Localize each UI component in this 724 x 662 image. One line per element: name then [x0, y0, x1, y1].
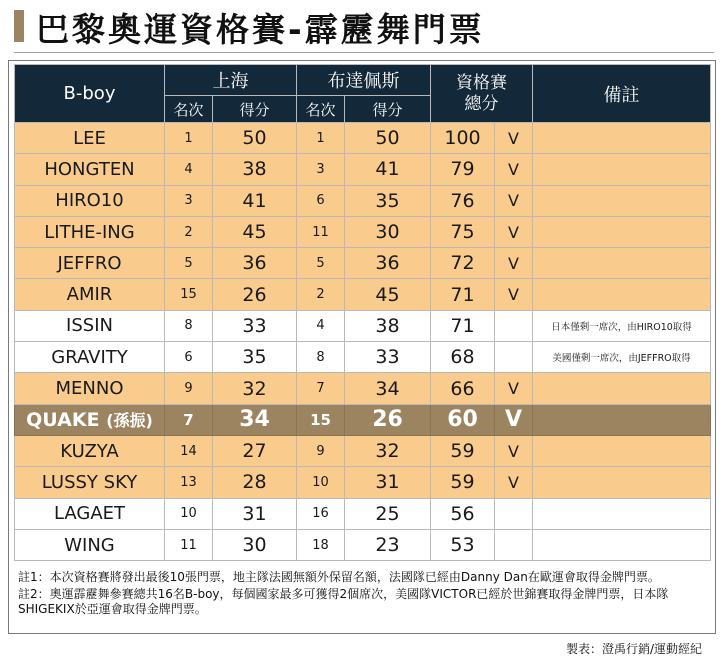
qualified-mark-cell: V	[495, 435, 533, 466]
budapest-rank-cell: 3	[297, 154, 345, 185]
qualified-mark-cell: V	[495, 279, 533, 310]
bboy-name-cell	[15, 342, 165, 373]
total-score-cell: 68	[431, 342, 495, 373]
bboy-name: HIRO10	[55, 190, 124, 212]
table-row	[15, 404, 711, 435]
footnotes	[18, 570, 706, 619]
qualified-mark-cell: V	[495, 467, 533, 498]
budapest-rank-cell: 11	[297, 216, 345, 247]
shanghai-score-cell: 36	[213, 248, 297, 279]
header-bboy: B-boy	[15, 65, 165, 123]
shanghai-rank-cell: 10	[165, 498, 213, 529]
budapest-score-cell: 33	[345, 342, 431, 373]
bboy-name-cell	[15, 248, 165, 279]
budapest-rank-cell: 1	[297, 123, 345, 154]
total-score-cell: 76	[431, 185, 495, 216]
bboy-name: JEFFRO	[57, 252, 122, 274]
footnote-1: 註1：本次資格賽將發出最後10張門票，地主隊法國無額外保留名額，法國隊已經由Danny Dan在歐運會取得金牌門票。	[18, 570, 660, 584]
remark-cell	[533, 123, 711, 154]
shanghai-score-cell: 38	[213, 154, 297, 185]
total-score-cell: 53	[431, 529, 495, 560]
page-title: 巴黎奧運資格賽-霹靂舞門票	[36, 10, 485, 49]
ranking-table	[14, 64, 711, 561]
budapest-score-cell: 32	[345, 435, 431, 466]
remark-cell	[533, 404, 711, 435]
shanghai-score-cell: 30	[213, 529, 297, 560]
qualified-mark-cell: V	[495, 373, 533, 404]
footnote-2: 註2：奧運霹靂舞參賽總共16名B-boy，每個國家最多可獲得2個席次，美國隊VICTOR已經於世錦賽取得金牌門票，日本隊SHIGEKIX於亞運會取得金牌門票。	[18, 587, 669, 616]
bboy-name-cell	[15, 123, 165, 154]
qualified-mark-cell: V	[495, 216, 533, 247]
remark-cell	[533, 529, 711, 560]
shanghai-score-cell: 41	[213, 185, 297, 216]
total-score-cell: 100	[431, 123, 495, 154]
bboy-name-cell	[15, 467, 165, 498]
total-score-cell: 59	[431, 467, 495, 498]
budapest-score-cell: 31	[345, 467, 431, 498]
bboy-name-cell	[15, 404, 165, 435]
shanghai-score-cell: 26	[213, 279, 297, 310]
table-row	[15, 154, 711, 185]
remark-cell	[533, 279, 711, 310]
bboy-name: MENNO	[55, 378, 124, 400]
qualified-mark-cell: V	[495, 154, 533, 185]
header-shanghai-score: 得分	[213, 96, 297, 123]
table-row	[15, 310, 711, 341]
bboy-name: GRAVITY	[51, 346, 128, 368]
budapest-rank-cell: 15	[297, 404, 345, 435]
budapest-rank-cell: 18	[297, 529, 345, 560]
total-score-cell: 60	[431, 404, 495, 435]
total-score-cell: 59	[431, 435, 495, 466]
table-row	[15, 216, 711, 247]
qualified-mark-cell: V	[495, 185, 533, 216]
remark-cell	[533, 216, 711, 247]
bboy-name: ISSIN	[66, 315, 113, 337]
bboy-name: LITHE-ING	[44, 221, 135, 243]
budapest-score-cell: 30	[345, 216, 431, 247]
shanghai-rank-cell: 15	[165, 279, 213, 310]
bboy-name: WING	[64, 534, 115, 556]
bboy-name-cell	[15, 154, 165, 185]
title-accent-bar	[14, 10, 24, 42]
shanghai-rank-cell: 4	[165, 154, 213, 185]
table-row	[15, 529, 711, 560]
table-row	[15, 498, 711, 529]
table-row	[15, 342, 711, 373]
budapest-rank-cell: 9	[297, 435, 345, 466]
budapest-rank-cell: 10	[297, 467, 345, 498]
table-row	[15, 467, 711, 498]
header-shanghai-rank: 名次	[165, 96, 213, 123]
budapest-score-cell: 50	[345, 123, 431, 154]
total-score-cell: 56	[431, 498, 495, 529]
shanghai-score-cell: 32	[213, 373, 297, 404]
credit-line: 製表：澄禹行銷/運動經紀	[565, 642, 702, 656]
title-divider	[14, 52, 714, 53]
bboy-name-cell	[15, 435, 165, 466]
table-row	[15, 279, 711, 310]
shanghai-rank-cell: 9	[165, 373, 213, 404]
budapest-score-cell: 35	[345, 185, 431, 216]
remark-cell	[533, 498, 711, 529]
header-budapest-rank: 名次	[297, 96, 345, 123]
qualified-mark-cell: V	[495, 248, 533, 279]
remark-cell: 日本僅剩一席次，由HIRO10取得	[533, 310, 711, 341]
budapest-score-cell: 34	[345, 373, 431, 404]
budapest-score-cell: 41	[345, 154, 431, 185]
shanghai-rank-cell: 11	[165, 529, 213, 560]
bboy-name-cell	[15, 185, 165, 216]
header-budapest: 布達佩斯	[297, 65, 431, 96]
bboy-name: LUSSY SKY	[41, 471, 138, 493]
shanghai-rank-cell: 5	[165, 248, 213, 279]
bboy-name: KUZYA	[60, 440, 119, 462]
budapest-score-cell: 38	[345, 310, 431, 341]
total-score-cell: 79	[431, 154, 495, 185]
remark-cell	[533, 185, 711, 216]
header-budapest-score: 得分	[345, 96, 431, 123]
budapest-rank-cell: 6	[297, 185, 345, 216]
header-shanghai: 上海	[165, 65, 297, 96]
bboy-name: AMIR	[66, 284, 113, 306]
budapest-rank-cell: 8	[297, 342, 345, 373]
bboy-name: LAGAET	[53, 503, 126, 525]
bboy-name-cell	[15, 216, 165, 247]
budapest-rank-cell: 16	[297, 498, 345, 529]
header-remarks: 備註	[533, 65, 711, 123]
remark-cell	[533, 248, 711, 279]
shanghai-score-cell: 33	[213, 310, 297, 341]
shanghai-rank-cell: 2	[165, 216, 213, 247]
remark-cell	[533, 154, 711, 185]
remark-cell	[533, 373, 711, 404]
budapest-rank-cell: 4	[297, 310, 345, 341]
header-total: 資格賽總分	[431, 65, 533, 123]
budapest-score-cell: 23	[345, 529, 431, 560]
bboy-name: HONGTEN	[44, 158, 135, 180]
bboy-name-cell	[15, 310, 165, 341]
total-score-cell: 72	[431, 248, 495, 279]
qualified-mark-cell	[495, 342, 533, 373]
bboy-name-cell	[15, 529, 165, 560]
qualified-mark-cell	[495, 310, 533, 341]
qualified-mark-cell: V	[495, 123, 533, 154]
bboy-name-cell	[15, 373, 165, 404]
budapest-score-cell: 36	[345, 248, 431, 279]
shanghai-score-cell: 34	[213, 404, 297, 435]
bboy-name-cell	[15, 279, 165, 310]
table-row	[15, 185, 711, 216]
table-body	[15, 123, 711, 561]
bboy-name-cell	[15, 498, 165, 529]
shanghai-rank-cell: 8	[165, 310, 213, 341]
shanghai-rank-cell: 6	[165, 342, 213, 373]
budapest-rank-cell: 5	[297, 248, 345, 279]
qualified-mark-cell	[495, 498, 533, 529]
budapest-rank-cell: 2	[297, 279, 345, 310]
shanghai-rank-cell: 1	[165, 123, 213, 154]
table-row	[15, 373, 711, 404]
budapest-score-cell: 26	[345, 404, 431, 435]
table-row	[15, 123, 711, 154]
shanghai-score-cell: 31	[213, 498, 297, 529]
shanghai-rank-cell: 3	[165, 185, 213, 216]
budapest-score-cell: 25	[345, 498, 431, 529]
qualified-mark-cell: V	[495, 404, 533, 435]
total-score-cell: 71	[431, 310, 495, 341]
table-row	[15, 248, 711, 279]
total-score-cell: 66	[431, 373, 495, 404]
shanghai-rank-cell: 13	[165, 467, 213, 498]
shanghai-rank-cell: 14	[165, 435, 213, 466]
shanghai-score-cell: 50	[213, 123, 297, 154]
qualified-mark-cell	[495, 529, 533, 560]
remark-cell	[533, 435, 711, 466]
bboy-name: LEE	[73, 127, 106, 149]
bboy-chinese-name: (孫振)	[106, 411, 153, 431]
budapest-rank-cell: 7	[297, 373, 345, 404]
budapest-score-cell: 45	[345, 279, 431, 310]
shanghai-score-cell: 27	[213, 435, 297, 466]
total-score-cell: 71	[431, 279, 495, 310]
remark-cell: 美國僅剩一席次，由JEFFRO取得	[533, 342, 711, 373]
shanghai-score-cell: 35	[213, 342, 297, 373]
total-score-cell: 75	[431, 216, 495, 247]
shanghai-score-cell: 28	[213, 467, 297, 498]
shanghai-score-cell: 45	[213, 216, 297, 247]
table-row	[15, 435, 711, 466]
shanghai-rank-cell: 7	[165, 404, 213, 435]
remark-cell	[533, 467, 711, 498]
bboy-name: QUAKE	[26, 409, 100, 432]
